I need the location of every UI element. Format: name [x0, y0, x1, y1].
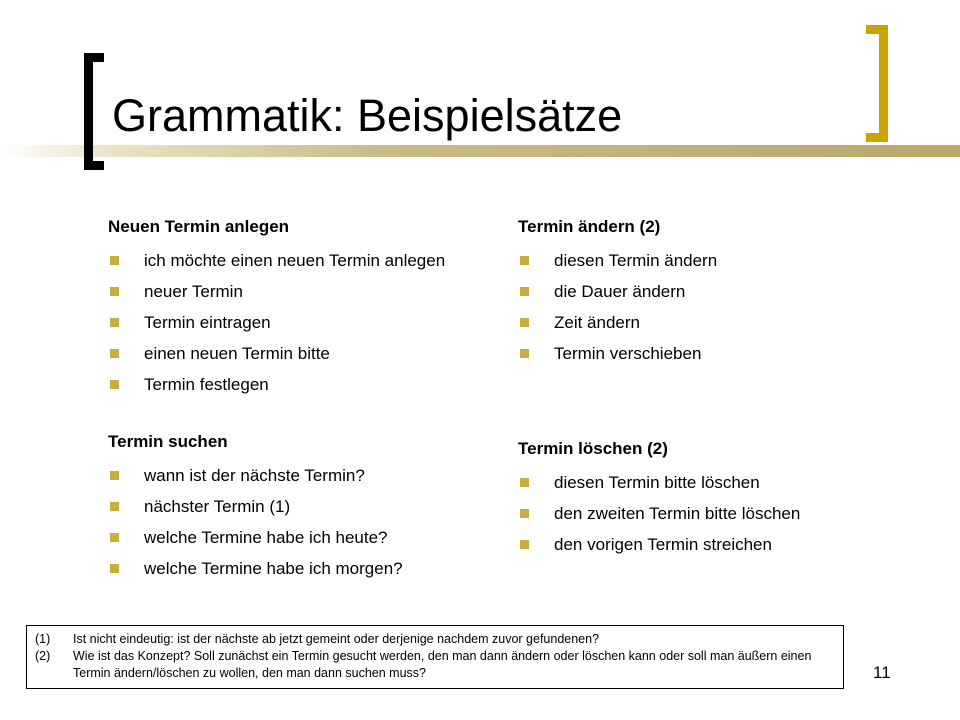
section-neuen-termin-anlegen	[108, 217, 478, 404]
list-item: ich möchte einen neuen Termin anlegen	[108, 249, 478, 272]
right-bracket-decoration	[866, 25, 888, 142]
footnote-text: Ist nicht eindeutig: ist der nächste ab jetzt gemeint oder derjenige nachdem zuvor gefundenen?	[73, 632, 600, 646]
list-item: welche Termine habe ich morgen?	[108, 557, 488, 580]
footnote-number: (1)	[35, 632, 51, 646]
list-item: den zweiten Termin bitte löschen	[518, 502, 918, 525]
list-item: Termin verschieben	[518, 342, 918, 365]
section-heading: Termin suchen	[108, 432, 228, 451]
bullet-list	[108, 464, 488, 580]
bullet-list	[108, 249, 478, 396]
footnote-text: Wie ist das Konzept? Soll zunächst ein Termin gesucht werden, den man dann ändern oder löschen kann oder soll man äußern einen Termin ändern/löschen zu wollen, den man dann suchen muss?	[73, 649, 812, 680]
bullet-list	[518, 249, 918, 365]
left-bracket-decoration	[84, 53, 104, 170]
list-item: nächster Termin (1)	[108, 495, 488, 518]
section-heading: Neuen Termin anlegen	[108, 217, 290, 236]
section-heading: Termin ändern (2)	[518, 217, 661, 236]
list-item: die Dauer ändern	[518, 280, 918, 303]
footnote	[35, 648, 835, 682]
list-item: den vorigen Termin streichen	[518, 533, 918, 556]
section-heading: Termin löschen (2)	[518, 439, 668, 458]
list-item: diesen Termin ändern	[518, 249, 918, 272]
list-item: Zeit ändern	[518, 311, 918, 334]
footnote	[35, 631, 835, 648]
section-termin-suchen	[108, 432, 488, 588]
list-item: Termin festlegen	[108, 373, 478, 396]
list-item: neuer Termin	[108, 280, 478, 303]
list-item: Termin eintragen	[108, 311, 478, 334]
list-item: einen neuen Termin bitte	[108, 342, 478, 365]
list-item: welche Termine habe ich heute?	[108, 526, 488, 549]
page-number: 11	[873, 663, 891, 682]
slide-title: Grammatik: Beispielsätze	[112, 90, 623, 141]
footnote-number: (2)	[35, 649, 51, 663]
section-termin-aendern	[518, 217, 918, 373]
list-item: wann ist der nächste Termin?	[108, 464, 488, 487]
footnotes-box	[26, 625, 844, 689]
bullet-list	[518, 471, 918, 556]
list-item: diesen Termin bitte löschen	[518, 471, 918, 494]
section-termin-loeschen	[518, 439, 918, 564]
title-underline-bar	[0, 145, 960, 157]
